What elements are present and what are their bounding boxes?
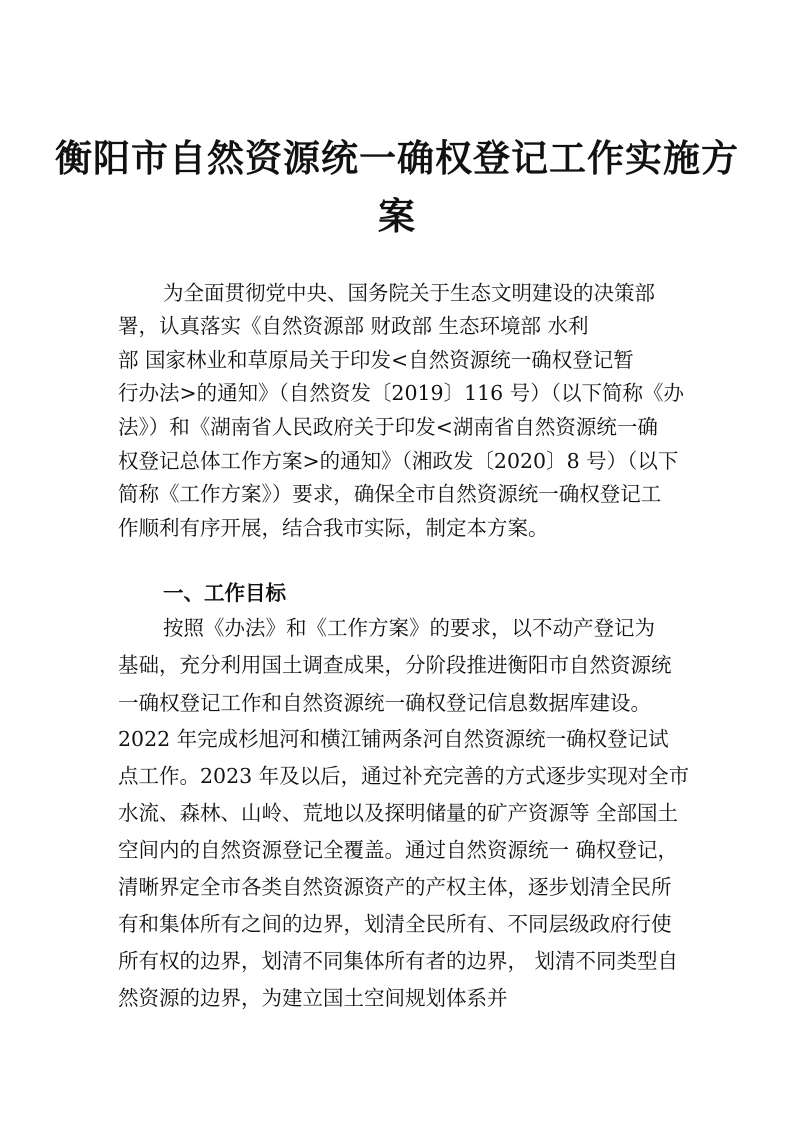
intro-line: 署，认真落实《自然资源部 财政部 生态环境部 水利	[118, 314, 589, 338]
section-line: 空间内的自然资源登记全覆盖。通过自然资源统一 确权登记，	[118, 838, 679, 862]
intro-line: 为全面贯彻党中央、国务院关于生态文明建设的决策部	[163, 281, 655, 305]
section-line: 所有权的边界，划清不同集体所有者的边界， 划清不同类型自	[118, 949, 679, 973]
document-title-line-1: 衡阳市自然资源统一确权登记工作实施方	[55, 136, 739, 180]
section-line: 有和集体所有之间的边界，划清全民所有、不同层级政府行使	[118, 912, 672, 936]
intro-line: 部 国家林业和草原局关于印发<自然资源统一确权登记暂	[118, 348, 634, 372]
section-line: 然资源的边界，为建立国土空间规划体系并	[118, 986, 508, 1010]
section-line: 一确权登记工作和自然资源统一确权登记信息数据库建设。	[118, 691, 651, 715]
intro-line: 行办法>的通知》（自然资发〔2019〕116 号）（以下简称《办	[118, 381, 684, 405]
document-title-line-2: 案	[378, 194, 416, 238]
intro-line: 权登记总体工作方案>的通知》（湘政发〔2020〕8 号）（以下	[118, 449, 679, 473]
section-line: 2022 年完成杉旭河和横江铺两条河自然资源统一确权登记试	[118, 727, 669, 751]
intro-line: 简称《工作方案》）要求，确保全市自然资源统一确权登记工	[118, 482, 662, 506]
section-line: 清晰界定全市各类自然资源资产的产权主体，逐步划清全民所	[118, 875, 672, 899]
intro-line: 作顺利有序开展，结合我市实际，制定本方案。	[118, 516, 549, 540]
section-line: 点工作。2023 年及以后，通过补充完善的方式逐步实现对全市	[118, 764, 690, 788]
section-line: 按照《办法》和《工作方案》的要求，以不动产登记为	[163, 616, 655, 640]
section-line: 水流、森林、山岭、荒地以及探明储量的矿产资源等 全部国土	[118, 801, 679, 825]
intro-line: 法》）和《湖南省人民政府关于印发<湖南省自然资源统一确	[118, 415, 658, 439]
section-heading: 一、工作目标	[163, 581, 286, 605]
section-line: 基础，充分利用国土调查成果，分阶段推进衡阳市自然资源统	[118, 653, 672, 677]
